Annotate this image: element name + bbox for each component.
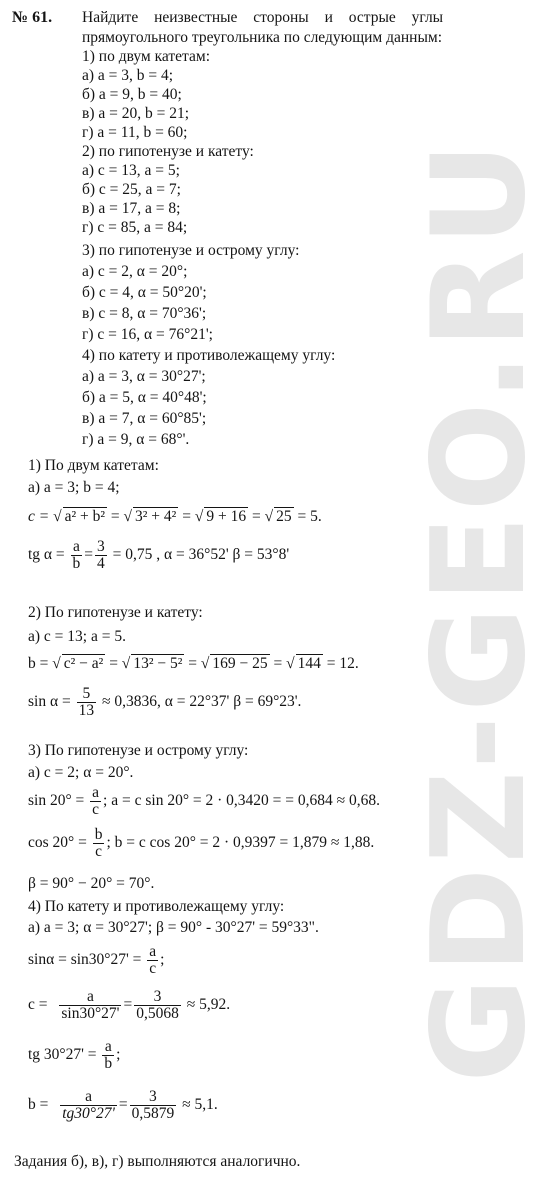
solution-2-sine-formula: sin α = $\frac{5}{13}$ ≈ 0,3836, α = 22°37' β = 69°23'. — [28, 684, 302, 719]
fraction: $\frac{3}{0,5879}$ — [131, 1087, 175, 1122]
solution-3-given: а) c = 2; α = 20°. — [28, 764, 134, 781]
fraction: $\frac{a}{c}$ — [92, 783, 100, 818]
condition-item: а) c = 2, α = 20°; — [82, 263, 188, 280]
condition-item: а) a = 3, b = 4; — [82, 67, 174, 84]
condition-item: б) c = 4, α = 50°20'; — [82, 284, 207, 301]
radicand: 9 + 16 — [206, 508, 247, 525]
solution-2-heading: 2) По гипотенузе и катету: — [28, 604, 203, 621]
condition-item: в) a = 20, b = 21; — [82, 105, 190, 122]
solution-2-leg-formula: b = √ c² − a² = √ 13² − 5² = √ 169 − 25 = √ 144 = 12. — [28, 655, 359, 672]
radicand: c² − a² — [63, 655, 104, 672]
fraction: $\frac{b}{c}$ — [94, 825, 103, 860]
condition-group-3: 3) по гипотенузе и острому углу: — [82, 242, 300, 259]
fraction: $\frac{5}{13}$ — [78, 684, 95, 719]
condition-group-1: 1) по двум катетам: — [82, 48, 210, 65]
solution-1-tangent-formula: tg α = $\frac{a}{b}$ = $\frac{3}{4}$ = 0,75 , α = 36°52' β = 53°8' — [28, 537, 290, 572]
fraction: $\frac{a}{tg30^\circ 27'}$ — [62, 1087, 115, 1122]
condition-item: г) c = 85, a = 84; — [82, 219, 188, 236]
solution-4-hypotenuse-formula: c = $\frac{a}{\sin 30^\circ 27'}$ = $\frac{3}{0,5068}$ ≈ 5,92. — [28, 987, 231, 1022]
condition-item: в) a = 7, α = 60°85'; — [82, 410, 207, 427]
fraction: $\frac{3}{0,5068}$ — [136, 987, 179, 1022]
radicand: a² + b² — [64, 508, 106, 525]
fraction: $\frac{3}{4}$ — [97, 537, 105, 572]
solution-2-given: а) c = 13; a = 5. — [28, 628, 126, 645]
solution-4-tangent-formula: tg 30°27' = $\frac{a}{b}$ ; — [28, 1037, 121, 1072]
solution-4-given: а) a = 3; α = 30°27'; β = 90° - 30°27' = 59°33". — [28, 919, 319, 936]
condition-item: а) a = 3, α = 30°27'; — [82, 368, 206, 385]
solution-3-cosine-formula: cos 20° = $\frac{b}{c}$ ; b = c cos 20° = 2 · 0,9397 = 1,879 ≈ 1,88. — [28, 825, 375, 860]
solution-1-hypotenuse-formula: c = √ a² + b² = √ 3² + 4² = √ 9 + 16 = √ 25 = 5. — [28, 508, 322, 525]
radicand: 169 − 25 — [212, 655, 268, 672]
fraction: $\frac{a}{b}$ — [72, 537, 81, 572]
watermark: GDZ-GEO.RU — [404, 137, 554, 1083]
radicand: 13² − 5² — [133, 655, 183, 672]
solution-1-heading: 1) По двум катетам: — [28, 457, 159, 474]
condition-item: б) a = 9, b = 40; — [82, 86, 182, 103]
solution-3-heading: 3) По гипотенузе и острому углу: — [28, 742, 249, 759]
condition-item: в) c = 8, α = 70°36'; — [82, 305, 207, 322]
fraction: $\frac{a}{c}$ — [149, 942, 157, 977]
radicand: 3² + 4² — [135, 508, 177, 525]
problem-number: № 61. — [12, 9, 53, 26]
problem-header-line-1: Найдите неизвестные стороны и острые углы — [82, 9, 444, 26]
footer-note: Задания б), в), г) выполняются аналогично. — [14, 1153, 301, 1170]
condition-group-4: 4) по катету и противолежащему углу: — [82, 347, 336, 364]
condition-item: б) a = 5, α = 40°48'; — [82, 389, 207, 406]
condition-item: б) c = 25, a = 7; — [82, 181, 181, 198]
solution-4-leg-formula: b = $\frac{a}{tg30^\circ 27'}$ = $\frac{3}{0,5879}$ ≈ 5,1. — [28, 1087, 218, 1122]
solution-3-beta: β = 90° − 20° = 70°. — [28, 875, 155, 892]
condition-item: а) c = 13, a = 5; — [82, 162, 180, 179]
condition-group-2: 2) по гипотенузе и катету: — [82, 143, 254, 160]
condition-item: г) a = 9, α = 68°'. — [82, 431, 190, 448]
condition-item: г) c = 16, α = 76°21'; — [82, 326, 213, 343]
fraction: $\frac{a}{\sin 30^\circ 27'}$ — [61, 987, 120, 1022]
problem-header-line-2: прямоугольного треугольника по следующим данным: — [82, 29, 442, 46]
radicand: 25 — [276, 508, 292, 525]
solution-3-sine-formula: sin 20° = $\frac{a}{c}$ ; a = c sin 20° = 2 · 0,3420 = = 0,684 ≈ 0,68. — [28, 783, 381, 818]
fraction: $\frac{a}{b}$ — [104, 1037, 113, 1072]
solution-4-heading: 4) По катету и противолежащему углу: — [28, 898, 285, 915]
solution-4-sine-formula: sinα = sin30°27' = $\frac{a}{c}$ ; — [28, 942, 165, 977]
condition-item: г) a = 11, b = 60; — [82, 124, 188, 141]
condition-item: в) a = 17, a = 8; — [82, 200, 181, 217]
solution-1-given: а) a = 3; b = 4; — [28, 479, 120, 496]
radicand: 144 — [297, 655, 321, 672]
